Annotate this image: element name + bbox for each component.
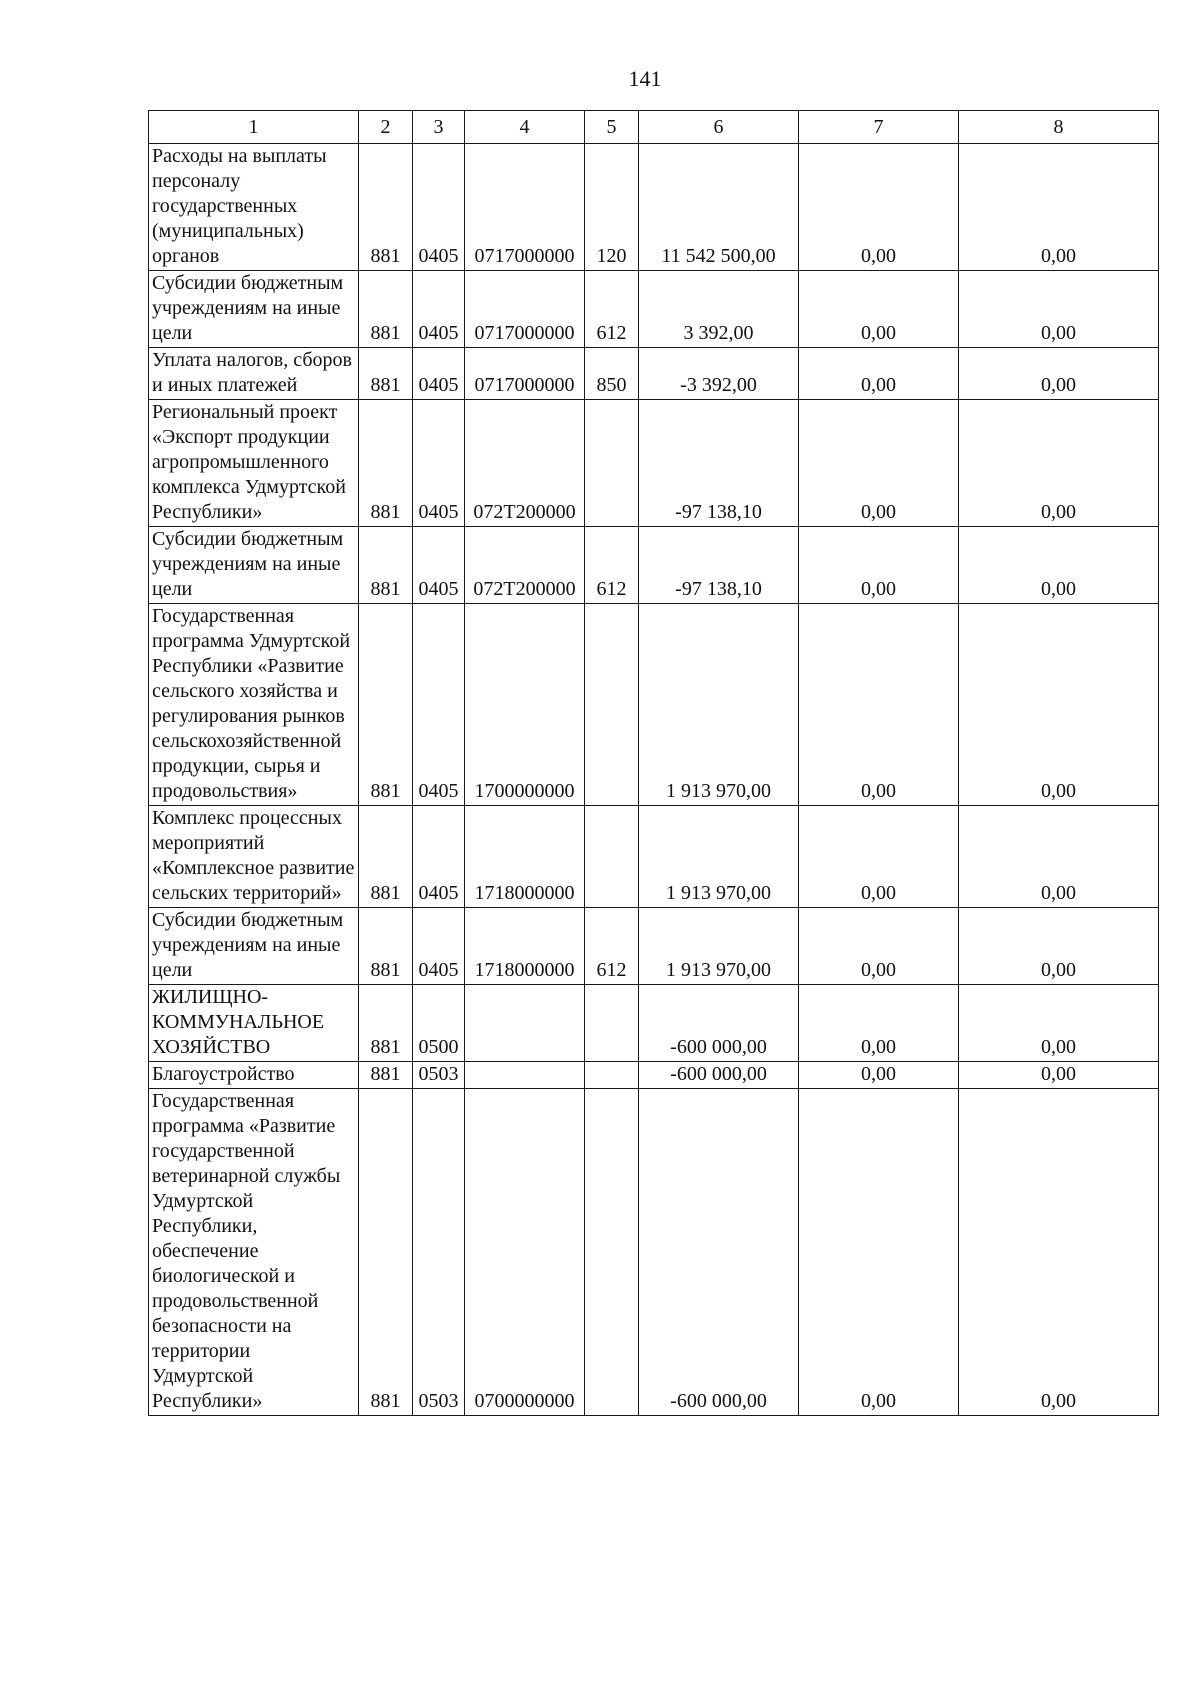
- table-row: [149, 144, 1159, 271]
- row-amount-col7-cell: 0,00: [799, 271, 959, 348]
- row-code-cell: 881: [359, 806, 413, 908]
- row-amount-col6-cell: 11 542 500,00: [639, 144, 799, 271]
- row-section-cell: 0405: [413, 271, 465, 348]
- row-type-cell: [585, 1089, 639, 1416]
- page-number: 141: [628, 66, 662, 91]
- column-header: 1: [149, 111, 359, 144]
- row-code-cell: 881: [359, 400, 413, 527]
- table-row: [149, 604, 1159, 806]
- table-row: [149, 1062, 1159, 1089]
- table-row: [149, 1089, 1159, 1416]
- column-header: 8: [959, 111, 1159, 144]
- row-section-cell: 0503: [413, 1062, 465, 1089]
- row-code-cell: 881: [359, 1089, 413, 1416]
- table-row: [149, 348, 1159, 400]
- row-type-cell: [585, 985, 639, 1062]
- row-amount-col6-cell: 1 913 970,00: [639, 604, 799, 806]
- row-name-cell: Благоустройство: [149, 1062, 359, 1089]
- row-section-cell: 0405: [413, 806, 465, 908]
- row-type-cell: 612: [585, 908, 639, 985]
- row-type-cell: [585, 806, 639, 908]
- row-amount-col8-cell: 0,00: [959, 1089, 1159, 1416]
- row-program-cell: [465, 1062, 585, 1089]
- column-header: 7: [799, 111, 959, 144]
- row-name-cell: Региональный проект «Экспорт продукции агропромышленного комплекса Удмуртской Республики»: [149, 400, 359, 527]
- row-amount-col8-cell: 0,00: [959, 908, 1159, 985]
- table-row: [149, 806, 1159, 908]
- budget-table: [148, 110, 1159, 1416]
- row-code-cell: 881: [359, 144, 413, 271]
- row-section-cell: 0405: [413, 527, 465, 604]
- row-name-cell: Субсидии бюджетным учреждениям на иные цели: [149, 908, 359, 985]
- row-amount-col7-cell: 0,00: [799, 348, 959, 400]
- row-section-cell: 0405: [413, 908, 465, 985]
- column-header: 3: [413, 111, 465, 144]
- row-type-cell: [585, 604, 639, 806]
- row-name-cell: Государственная программа «Развитие государственной ветеринарной службы Удмуртской Республики, обеспечение биологической и продовольственной безопасности на территории Удмуртской Республики»: [149, 1089, 359, 1416]
- row-amount-col6-cell: -600 000,00: [639, 1062, 799, 1089]
- row-program-cell: 0700000000: [465, 1089, 585, 1416]
- row-amount-col6-cell: -3 392,00: [639, 348, 799, 400]
- row-amount-col6-cell: -600 000,00: [639, 1089, 799, 1416]
- table-row: [149, 527, 1159, 604]
- row-amount-col8-cell: 0,00: [959, 144, 1159, 271]
- row-amount-col6-cell: 3 392,00: [639, 271, 799, 348]
- table-row: [149, 908, 1159, 985]
- row-program-cell: 0717000000: [465, 271, 585, 348]
- row-code-cell: 881: [359, 985, 413, 1062]
- row-name-cell: Уплата налогов, сборов и иных платежей: [149, 348, 359, 400]
- row-amount-col6-cell: -97 138,10: [639, 527, 799, 604]
- row-amount-col8-cell: 0,00: [959, 604, 1159, 806]
- row-section-cell: 0500: [413, 985, 465, 1062]
- row-name-cell: ЖИЛИЩНО-КОММУНАЛЬНОЕ ХОЗЯЙСТВО: [149, 985, 359, 1062]
- row-type-cell: [585, 1062, 639, 1089]
- row-code-cell: 881: [359, 1062, 413, 1089]
- row-amount-col8-cell: 0,00: [959, 400, 1159, 527]
- row-type-cell: 850: [585, 348, 639, 400]
- row-program-cell: 1700000000: [465, 604, 585, 806]
- column-header: 2: [359, 111, 413, 144]
- row-name-cell: Комплекс процессных мероприятий «Комплексное развитие сельских территорий»: [149, 806, 359, 908]
- row-section-cell: 0405: [413, 604, 465, 806]
- row-amount-col6-cell: -97 138,10: [639, 400, 799, 527]
- row-type-cell: 612: [585, 271, 639, 348]
- row-amount-col7-cell: 0,00: [799, 400, 959, 527]
- row-code-cell: 881: [359, 527, 413, 604]
- row-amount-col7-cell: 0,00: [799, 604, 959, 806]
- row-amount-col8-cell: 0,00: [959, 1062, 1159, 1089]
- row-code-cell: 881: [359, 348, 413, 400]
- row-code-cell: 881: [359, 604, 413, 806]
- row-program-cell: 0717000000: [465, 144, 585, 271]
- row-amount-col8-cell: 0,00: [959, 527, 1159, 604]
- row-type-cell: 120: [585, 144, 639, 271]
- row-program-cell: 072Т200000: [465, 400, 585, 527]
- row-amount-col6-cell: 1 913 970,00: [639, 908, 799, 985]
- table-row: [149, 271, 1159, 348]
- row-section-cell: 0405: [413, 400, 465, 527]
- row-amount-col7-cell: 0,00: [799, 144, 959, 271]
- row-amount-col8-cell: 0,00: [959, 271, 1159, 348]
- row-program-cell: 072Т200000: [465, 527, 585, 604]
- row-amount-col8-cell: 0,00: [959, 806, 1159, 908]
- row-amount-col7-cell: 0,00: [799, 1089, 959, 1416]
- table-row: [149, 985, 1159, 1062]
- row-amount-col8-cell: 0,00: [959, 985, 1159, 1062]
- row-amount-col7-cell: 0,00: [799, 527, 959, 604]
- row-code-cell: 881: [359, 908, 413, 985]
- row-section-cell: 0503: [413, 1089, 465, 1416]
- row-name-cell: Расходы на выплаты персоналу государственных (муниципальных) органов: [149, 144, 359, 271]
- row-name-cell: Субсидии бюджетным учреждениям на иные цели: [149, 271, 359, 348]
- row-section-cell: 0405: [413, 144, 465, 271]
- row-program-cell: [465, 985, 585, 1062]
- row-amount-col7-cell: 0,00: [799, 806, 959, 908]
- row-amount-col8-cell: 0,00: [959, 348, 1159, 400]
- row-program-cell: 1718000000: [465, 806, 585, 908]
- row-section-cell: 0405: [413, 348, 465, 400]
- row-type-cell: [585, 400, 639, 527]
- row-name-cell: Государственная программа Удмуртской Республики «Развитие сельского хозяйства и регулирования рынков сельскохозяйственной продукции, сырья и продовольствия»: [149, 604, 359, 806]
- row-program-cell: 1718000000: [465, 908, 585, 985]
- row-name-cell: Субсидии бюджетным учреждениям на иные цели: [149, 527, 359, 604]
- table-row: [149, 400, 1159, 527]
- row-type-cell: 612: [585, 527, 639, 604]
- column-header: 4: [465, 111, 585, 144]
- row-amount-col7-cell: 0,00: [799, 1062, 959, 1089]
- table-body: [149, 144, 1159, 1416]
- row-amount-col6-cell: -600 000,00: [639, 985, 799, 1062]
- row-program-cell: 0717000000: [465, 348, 585, 400]
- row-amount-col6-cell: 1 913 970,00: [639, 806, 799, 908]
- row-code-cell: 881: [359, 271, 413, 348]
- header-row: [149, 111, 1159, 144]
- row-amount-col7-cell: 0,00: [799, 908, 959, 985]
- column-header: 6: [639, 111, 799, 144]
- column-header: 5: [585, 111, 639, 144]
- row-amount-col7-cell: 0,00: [799, 985, 959, 1062]
